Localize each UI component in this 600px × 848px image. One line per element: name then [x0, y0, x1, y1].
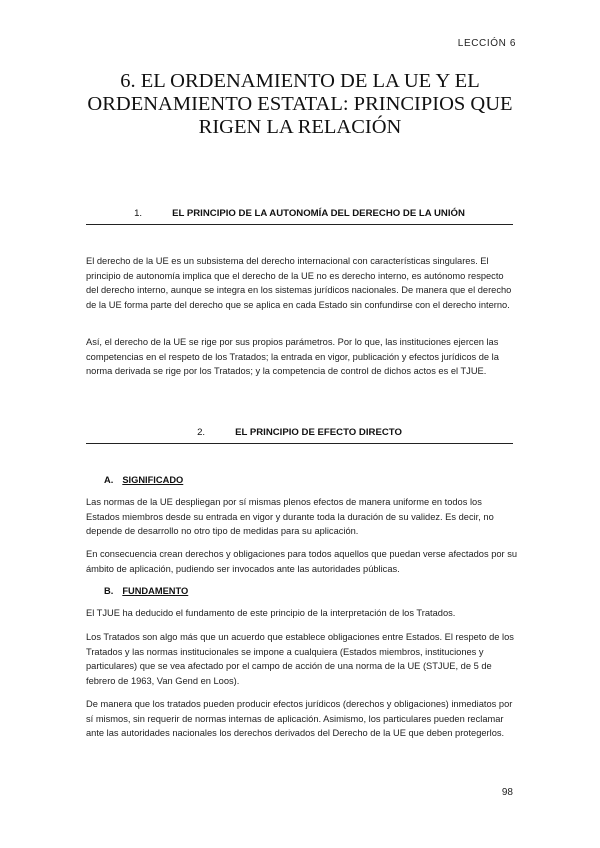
page-title	[84, 70, 516, 139]
subsection-title: FUNDAMENTO	[122, 586, 189, 596]
paragraph: Los Tratados son algo más que un acuerdo que establece obligaciones entre Estados. El respeto de los Tratados y las normas institucionales se impone a cualquiera (Estados miembros, instituciones y particulares) que se vea afectado por el campo de acción de una norma de la UE (STJUE, de 5 de febrero de 1963, Van Gend en Loos).	[86, 632, 514, 686]
section-number: 2.	[197, 427, 206, 438]
subsection-title: SIGNIFICADO	[122, 475, 184, 485]
subsection-heading-significado	[104, 475, 183, 485]
paragraph: El derecho de la UE es un subsistema del derecho internacional con características singulares. El principio de autonomía implica que el derecho de la UE no es derecho interno, es autónomo respecto del derecho interno, aunque se integra en los sistemas jurídicos nacionales. De manera que el derecho de la UE forma parte del derecho que se aplica en cada Estado sin confundirse con el derecho interno.	[86, 256, 512, 310]
title-line: 6. EL ORDENAMIENTO DE LA UE Y EL	[120, 70, 480, 92]
section-title: EL PRINCIPIO DE EFECTO DIRECTO	[235, 427, 402, 438]
section-heading-autonomy	[86, 208, 513, 225]
paragraph: El TJUE ha deducido el fundamento de este principio de la interpretación de los Tratados.	[86, 608, 456, 618]
subsection-letter: A.	[104, 475, 114, 485]
page-number: 98	[501, 787, 513, 798]
subsection-heading-fundamento	[104, 586, 188, 596]
paragraph: En consecuencia crean derechos y obligaciones para todos aquellos que puedan verse afectados por su ámbito de aplicación, pudiendo ser invocados ante las autoridades públicas.	[86, 549, 518, 574]
paragraph: De manera que los tratados pueden producir efectos jurídicos (derechos y obligaciones) inmediatos por sí mismos, sin requerir de normas internas de aplicación. Asimismo, los particulares pueden reclamar ante las autoridades nacionales los derechos derivados del Derecho de la UE que deben protegerlos.	[86, 699, 513, 739]
section-number: 1.	[134, 208, 143, 219]
title-line: RIGEN LA RELACIÓN	[198, 116, 402, 138]
section-heading-direct-effect	[86, 427, 513, 444]
paragraph: Las normas de la UE despliegan por sí mismas plenos efectos de manera uniforme en todos los Estados miembros desde su entrada en vigor y durante toda la duración de su validez. Es decir, no depende de desarrollo no otro tipo de medidas para su aplicación.	[86, 497, 494, 537]
section-title: EL PRINCIPIO DE LA AUTONOMÍA DEL DERECHO DE LA UNIÓN	[172, 208, 465, 219]
subsection-letter: B.	[104, 586, 114, 596]
paragraph: Así, el derecho de la UE se rige por sus propios parámetros. Por lo que, las instituciones ejercen las competencias en el respeto de los Tratados; la entrada en vigor, publicación y efectos jurídicos de la norma derivada se rige por los Tratados; y la competencia de control de dichos actos es el TJUE.	[86, 337, 499, 377]
lesson-label: LECCIÓN 6	[457, 38, 516, 49]
title-line: ORDENAMIENTO ESTATAL: PRINCIPIOS QUE	[87, 93, 513, 115]
